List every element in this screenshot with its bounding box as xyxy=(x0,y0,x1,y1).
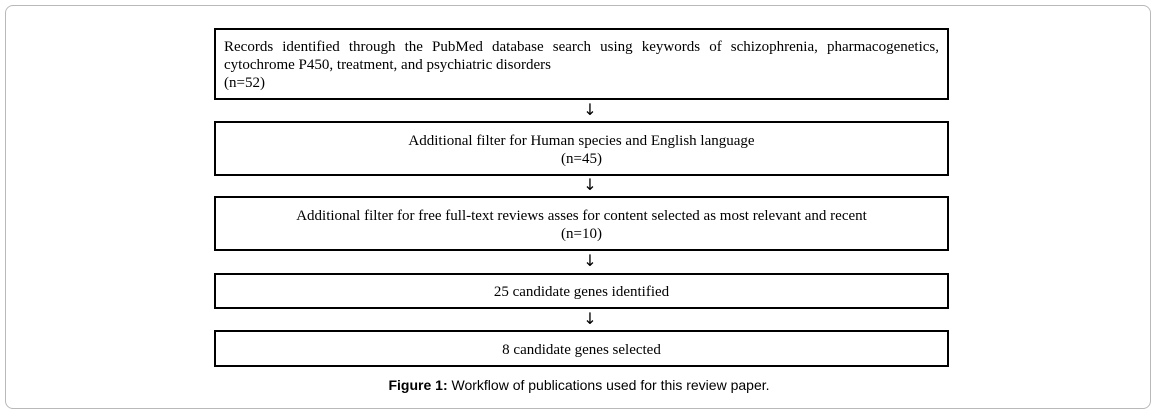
down-arrow-icon: ↓ xyxy=(583,175,597,194)
step-text-line: 8 candidate genes selected xyxy=(502,342,661,358)
down-arrow-icon: ↓ xyxy=(583,251,597,270)
step-species-language-filter xyxy=(214,121,949,176)
down-arrow-icon: ↓ xyxy=(583,309,597,328)
caption-text: Workflow of publications used for this review paper. xyxy=(447,377,770,393)
step-count: (n=52) xyxy=(224,75,265,91)
step-text-line: 25 candidate genes identified xyxy=(493,284,670,300)
step-text-line: Records identified through the PubMed database search using keywords of schizophrenia, pharmacogenetics, xyxy=(224,39,939,55)
figure-label: Figure 1: xyxy=(388,377,448,393)
step-text-line: Additional filter for free full-text reviews asses for content selected as most relevant and recent xyxy=(296,208,867,224)
step-count: (n=45) xyxy=(561,151,602,167)
step-full-text-filter xyxy=(214,196,949,251)
step-text-line: Additional filter for Human species and English language xyxy=(408,133,755,149)
step-genes-selected xyxy=(214,330,949,367)
figure-caption xyxy=(0,376,1158,394)
down-arrow-icon: ↓ xyxy=(583,100,597,119)
step-text-line: cytochrome P450, treatment, and psychiatric disorders xyxy=(224,57,551,73)
step-genes-identified xyxy=(214,273,949,309)
step-records-identified xyxy=(214,28,949,100)
step-count: (n=10) xyxy=(561,226,602,242)
